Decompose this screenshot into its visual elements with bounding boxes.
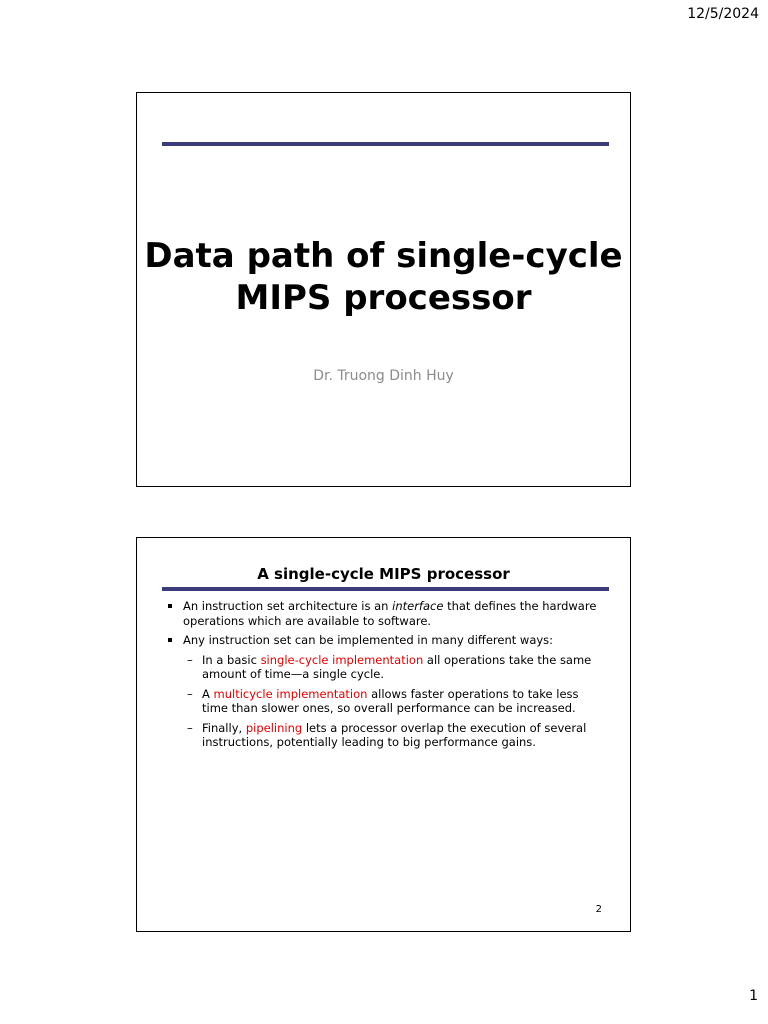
slide-1: [136, 92, 631, 487]
highlight-term: single-cycle implementation: [260, 652, 424, 667]
title-line-2: MIPS processor: [235, 278, 532, 318]
dash-bullet-icon: –: [187, 652, 193, 667]
dash-bullet-icon: –: [187, 686, 193, 701]
slide-2: [136, 537, 631, 932]
square-bullet-icon: [168, 638, 172, 642]
bullet-list: [165, 599, 605, 755]
title-line-1: Data path of single-cycle: [144, 236, 623, 276]
title-rule: [162, 587, 609, 591]
square-bullet-icon: [168, 604, 172, 608]
sub-bullet-item: – Finally, pipelining lets a processor overlap the execution of several instructions, potentially leading to big performance gains.: [187, 720, 587, 749]
slide-title: A single-cycle MIPS processor: [257, 565, 510, 583]
highlight-term: multicycle implementation: [213, 686, 368, 701]
sub-bullet-item: – In a basic single-cycle implementation all operations take the same amount of time—a single cycle.: [187, 652, 592, 681]
author: Dr. Truong Dinh Huy: [313, 368, 454, 384]
bullet-item: An instruction set architecture is an interface that defines the hardware operations which are available to software.: [165, 599, 605, 628]
page-number: 1: [749, 988, 758, 1004]
bullet-item: Any instruction set can be implemented in many different ways:: [165, 633, 605, 648]
emphasis: interface: [392, 599, 444, 613]
page-date: 12/5/2024: [687, 6, 759, 22]
dash-bullet-icon: –: [187, 720, 193, 735]
sub-bullet-item: – A multicycle implementation allows faster operations to take less time than slower ones, so overall performance can be increased.: [187, 686, 579, 715]
slide-title: [137, 235, 630, 319]
slide-number: 2: [595, 904, 602, 915]
highlight-term: pipelining: [245, 720, 303, 735]
title-rule: [162, 142, 609, 146]
